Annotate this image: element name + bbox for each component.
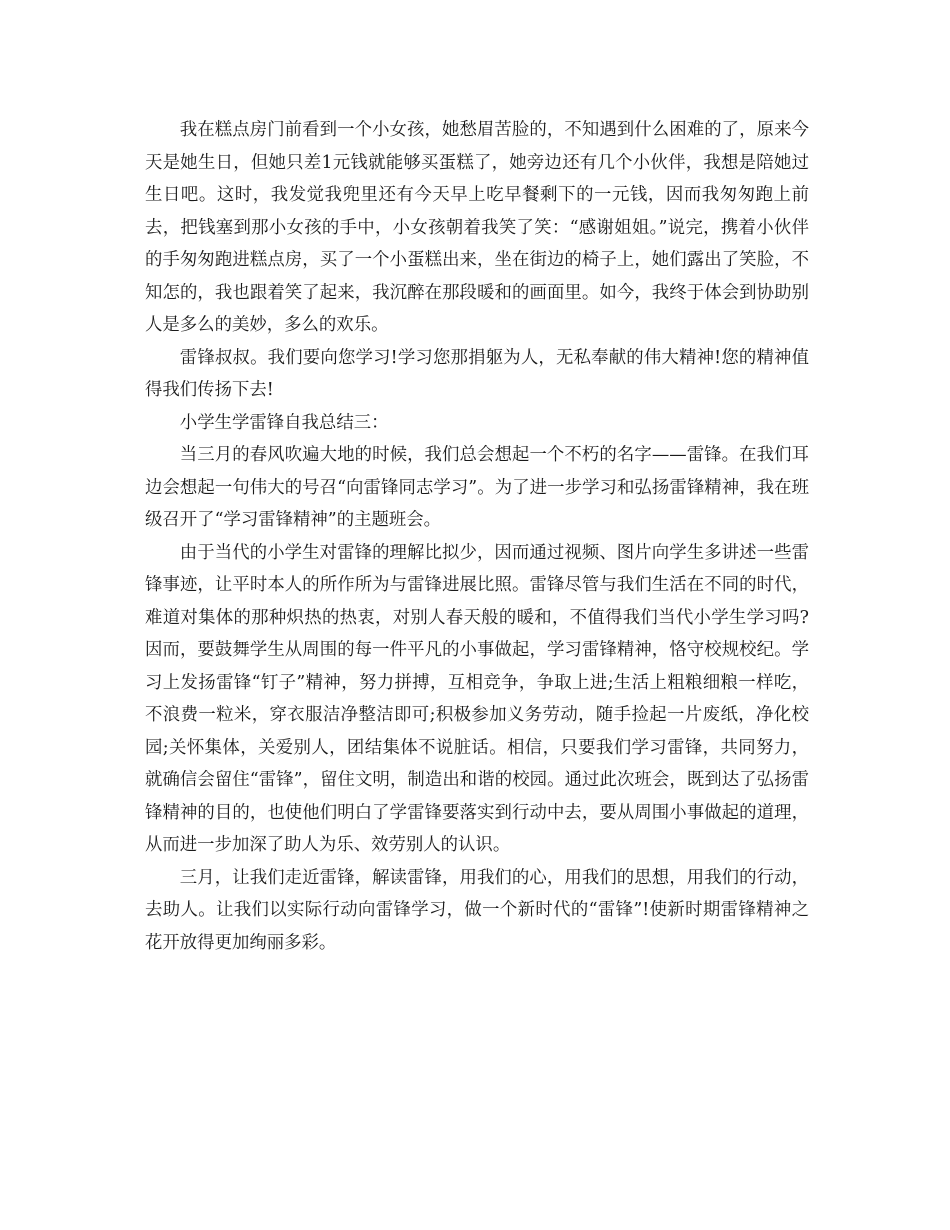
paragraph-class-meeting: 由于当代的小学生对雷锋的理解比拟少，因而通过视频、图片向学生多讲述一些雷锋事迹，让平时本人的所作所为与雷锋进展比照。雷锋尽管与我们生活在不同的时代，难道对集体的那种炽热的热衷，对别人春天般的暖和，不值得我们当代小学生学习吗?因而，要鼓舞学生从周围的每一件平凡的小事做起，学习雷锋精神，恪守校规校纪。学习上发扬雷锋“钉子”精神，努力拼搏，互相竞争，争取上进;生活上粗粮细粮一样吃，不浪费一粒米，穿衣服洁净整洁即可;积极参加义务劳动，随手捡起一片废纸，净化校园;关怀集体，关爱别人，团结集体不说脏话。相信，只要我们学习雷锋，共同努力，就确信会留住“雷锋”，留住文明，制造出和谐的校园。通过此次班会，既到达了弘扬雷锋精神的目的，也使他们明白了学雷锋要落实到行动中去，要从周围小事做起的道理，从而进一步加深了助人为乐、效劳别人的认识。	[145, 542, 809, 855]
section-heading: 小学生学雷锋自我总结三：	[179, 412, 389, 433]
paragraph-tribute: 雷锋叔叔。我们要向您学习!学习您那捐躯为人，无私奉献的伟大精神!您的精神值得我们传扬下去!	[145, 347, 809, 400]
document-body	[145, 114, 809, 959]
paragraph-intro: 当三月的春风吹遍大地的时候，我们总会想起一个不朽的名字——雷锋。在我们耳边会想起一句伟大的号召“向雷锋同志学习”。为了进一步学习和弘扬雷锋精神，我在班级召开了“学习雷锋精神”的主题班会。	[145, 445, 809, 530]
paragraph-story: 我在糕点房门前看到一个小女孩，她愁眉苦脸的，不知遇到什么困难的了，原来今天是她生日，但她只差1元钱就能够买蛋糕了，她旁边还有几个小伙伴，我想是陪她过生日吧。这时，我发觉我兜里还有今天早上吃早餐剩下的一元钱，因而我匆匆跑上前去，把钱塞到那小女孩的手中，小女孩朝着我笑了笑：“感谢姐姐。”说完，携着小伙伴的手匆匆跑进糕点房，买了一个小蛋糕出来，坐在街边的椅子上，她们露出了笑脸，不知怎的，我也跟着笑了起来，我沉醉在那段暖和的画面里。如今，我终于体会到协助别人是多么的美妙，多么的欢乐。	[145, 120, 809, 335]
paragraph-conclusion: 三月，让我们走近雷锋，解读雷锋，用我们的心，用我们的思想，用我们的行动，去助人。让我们以实际行动向雷锋学习，做一个新时代的“雷锋”!使新时期雷锋精神之花开放得更加绚丽多彩。	[145, 867, 809, 953]
